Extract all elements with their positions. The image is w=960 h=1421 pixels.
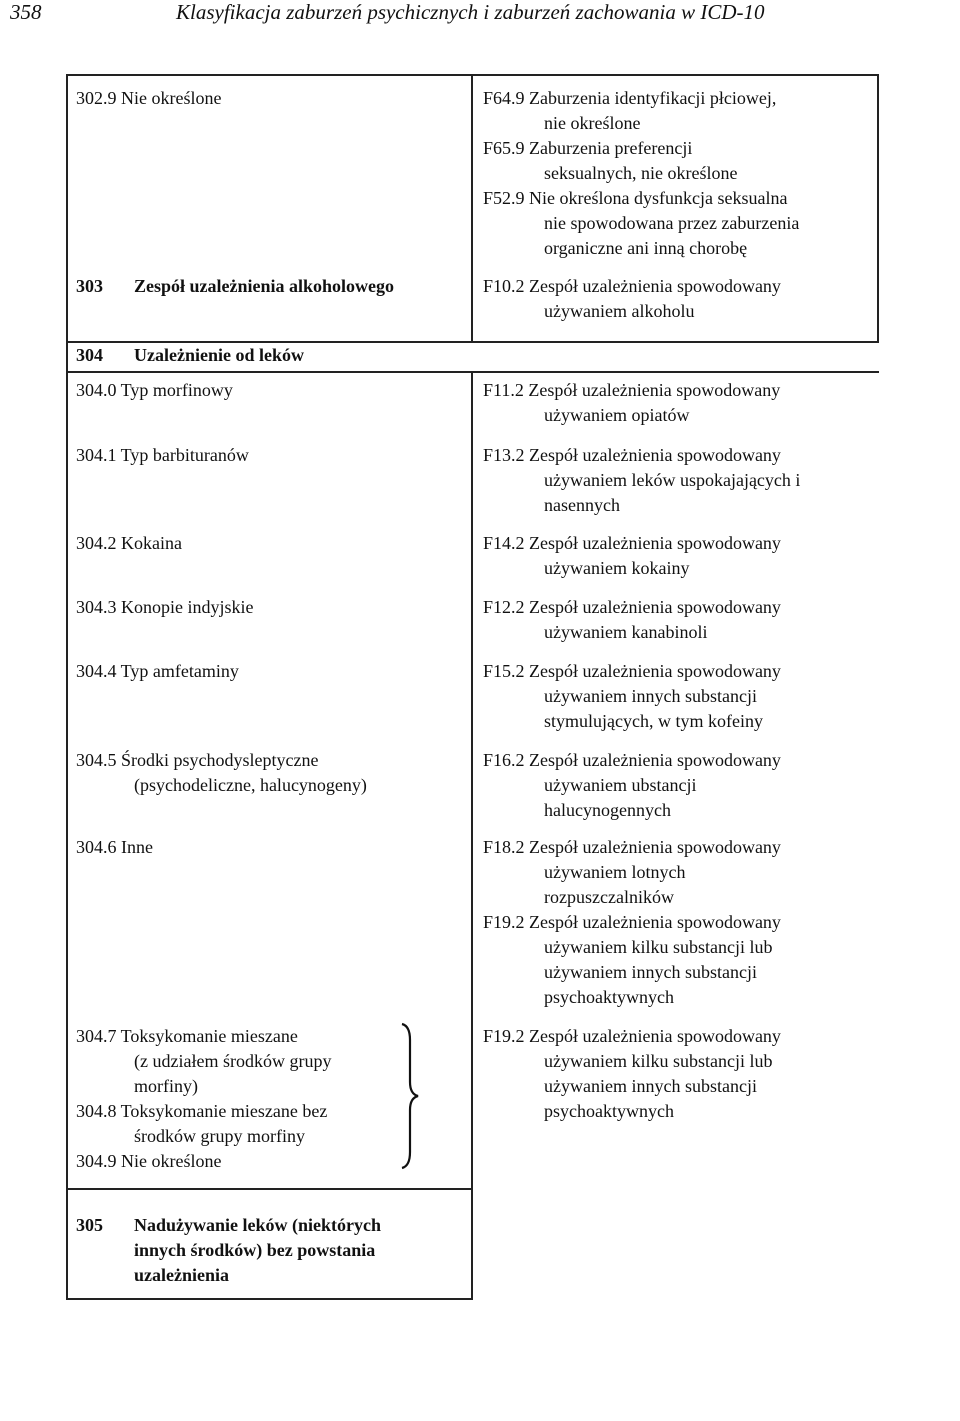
label-305-line1: Nadużywanie leków (niektórych bbox=[134, 1215, 381, 1235]
code-f18-2-cont1: używaniem lotnych bbox=[544, 862, 686, 882]
code-304-4: 304.4 Typ amfetaminy bbox=[76, 661, 239, 681]
table-right-border-upper bbox=[877, 74, 879, 342]
code-f11-2: F11.2 Zespół uzależnienia spowodowany bbox=[483, 380, 781, 400]
code-304-7-cont1: (z udziałem środków grupy bbox=[134, 1051, 332, 1071]
code-f52-9: F52.9 Nie określona dysfunkcja seksualna bbox=[483, 188, 788, 208]
code-f19-2-a-cont3: psychoaktywnych bbox=[544, 987, 674, 1007]
label-305-line2: innych środków) bez powstania bbox=[134, 1240, 376, 1260]
code-f65-9: F65.9 Zaburzenia preferencji bbox=[483, 138, 693, 158]
code-f19-2-a-cont1: używaniem kilku substancji lub bbox=[544, 937, 773, 957]
table-middle-border-lower bbox=[471, 371, 473, 1300]
code-f14-2: F14.2 Zespół uzależnienia spowodowany bbox=[483, 533, 781, 553]
code-f19-2-a: F19.2 Zespół uzależnienia spowodowany bbox=[483, 912, 781, 932]
code-f10-2: F10.2 Zespół uzależnienia spowodowany bbox=[483, 276, 781, 296]
code-305: 305 bbox=[76, 1215, 103, 1235]
code-f16-2-cont1: używaniem ubstancji bbox=[544, 775, 697, 795]
label-305-line3: uzależnienia bbox=[134, 1265, 229, 1285]
code-f16-2: F16.2 Zespół uzależnienia spowodowany bbox=[483, 750, 781, 770]
label-304: Uzależnienie od leków bbox=[134, 345, 304, 365]
code-f13-2-cont1: używaniem leków uspokajających i bbox=[544, 470, 801, 490]
code-f52-9-cont2: organiczne ani inną chorobę bbox=[544, 238, 748, 258]
code-f65-9-cont: seksualnych, nie określone bbox=[544, 163, 738, 183]
code-f19-2-a-cont2: używaniem innych substancji bbox=[544, 962, 757, 982]
table-middle-border-upper bbox=[471, 74, 473, 342]
code-f15-2: F15.2 Zespół uzależnienia spowodowany bbox=[483, 661, 781, 681]
code-304-2: 304.2 Kokaina bbox=[76, 533, 182, 553]
page-number: 358 bbox=[10, 0, 42, 24]
code-f15-2-cont1: używaniem innych substancji bbox=[544, 686, 757, 706]
code-302-9: 302.9 Nie określone bbox=[76, 88, 222, 108]
table-bottom-border bbox=[66, 1298, 473, 1300]
code-304-6: 304.6 Inne bbox=[76, 837, 153, 857]
running-title: Klasyfikacja zaburzeń psychicznych i zaburzeń zachowania w ICD-10 bbox=[176, 0, 765, 24]
code-f64-9-cont: nie określone bbox=[544, 113, 641, 133]
curly-brace-icon bbox=[396, 1022, 426, 1170]
code-304-9: 304.9 Nie określone bbox=[76, 1151, 222, 1171]
code-f10-2-cont: używaniem alkoholu bbox=[544, 301, 695, 321]
code-304-3: 304.3 Konopie indyjskie bbox=[76, 597, 254, 617]
code-f19-2-b: F19.2 Zespół uzależnienia spowodowany bbox=[483, 1026, 781, 1046]
code-303: 303 bbox=[76, 276, 103, 296]
code-f13-2: F13.2 Zespół uzależnienia spowodowany bbox=[483, 445, 781, 465]
code-f18-2: F18.2 Zespół uzależnienia spowodowany bbox=[483, 837, 781, 857]
code-f11-2-cont: używaniem opiatów bbox=[544, 405, 690, 425]
code-f12-2-cont: używaniem kanabinoli bbox=[544, 622, 708, 642]
label-303: Zespół uzależnienia alkoholowego bbox=[134, 276, 395, 296]
code-304-5: 304.5 Środki psychodysleptyczne bbox=[76, 750, 319, 770]
code-304-7-cont2: morfiny) bbox=[134, 1076, 198, 1096]
code-f19-2-b-cont1: używaniem kilku substancji lub bbox=[544, 1051, 773, 1071]
code-f12-2: F12.2 Zespół uzależnienia spowodowany bbox=[483, 597, 781, 617]
code-f13-2-cont2: nasennych bbox=[544, 495, 620, 515]
code-f16-2-cont2: halucynogennych bbox=[544, 800, 671, 820]
row-divider-305 bbox=[66, 1188, 473, 1190]
code-f18-2-cont2: rozpuszczalników bbox=[544, 887, 674, 907]
code-f19-2-b-cont2: używaniem innych substancji bbox=[544, 1076, 757, 1096]
code-f64-9: F64.9 Zaburzenia identyfikacji płciowej, bbox=[483, 88, 777, 108]
table-left-border bbox=[66, 74, 68, 1300]
code-304-0: 304.0 Typ morfinowy bbox=[76, 380, 233, 400]
code-f14-2-cont: używaniem kokainy bbox=[544, 558, 690, 578]
code-304-1: 304.1 Typ barbituranów bbox=[76, 445, 249, 465]
code-f15-2-cont2: stymulujących, w tym kofeiny bbox=[544, 711, 763, 731]
code-304-8: 304.8 Toksykomanie mieszane bez bbox=[76, 1101, 328, 1121]
code-304-8-cont: środków grupy morfiny bbox=[134, 1126, 305, 1146]
code-f52-9-cont1: nie spowodowana przez zaburzenia bbox=[544, 213, 800, 233]
code-304-7: 304.7 Toksykomanie mieszane bbox=[76, 1026, 298, 1046]
code-f19-2-b-cont3: psychoaktywnych bbox=[544, 1101, 674, 1121]
code-304-5-cont: (psychodeliczne, halucynogeny) bbox=[134, 775, 367, 795]
code-304: 304 bbox=[76, 345, 103, 365]
